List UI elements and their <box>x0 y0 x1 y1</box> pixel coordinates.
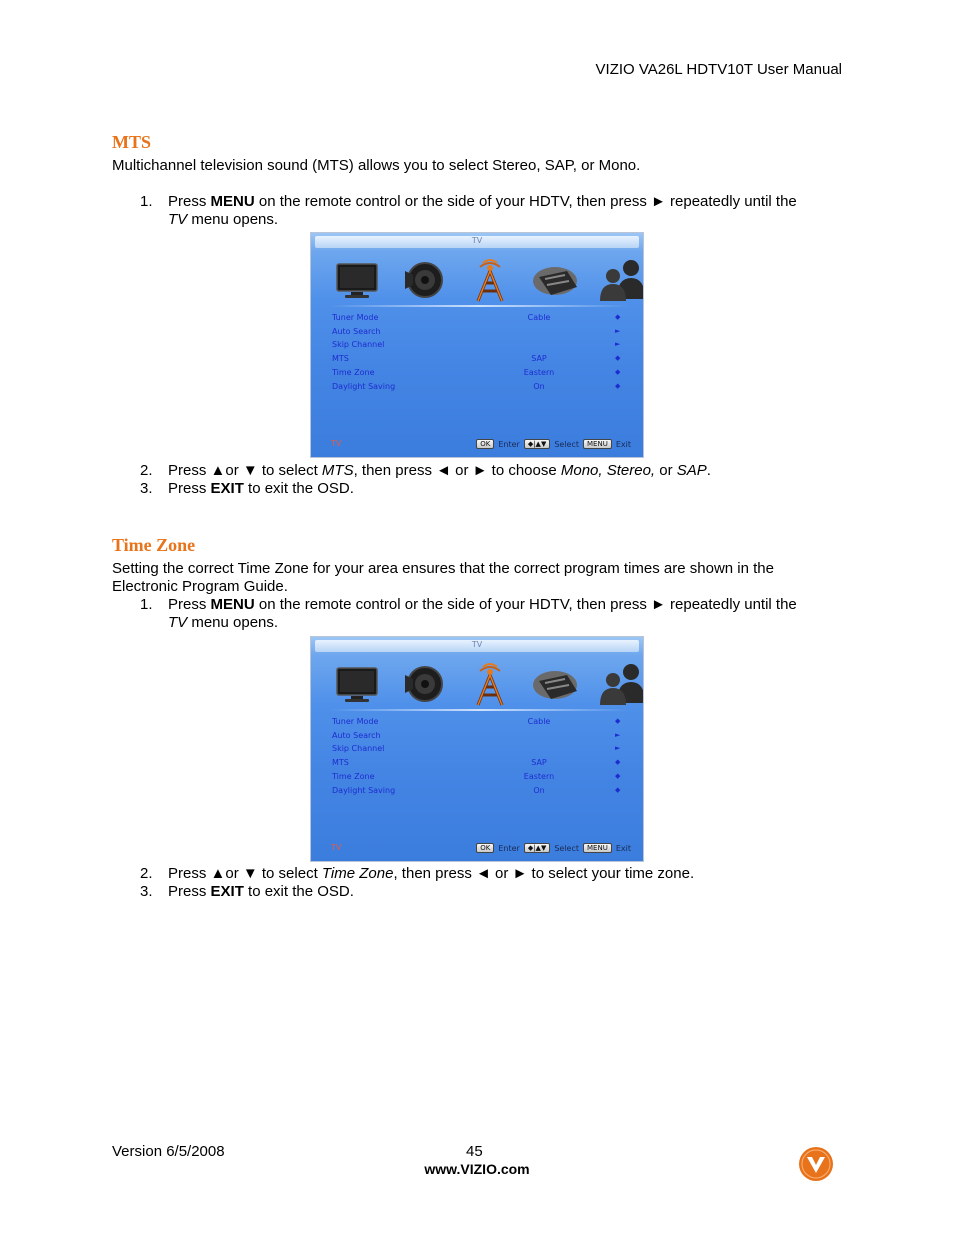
step-number: 3. <box>140 480 153 497</box>
tv-menu-screenshot <box>310 636 644 862</box>
osd-footer-hints <box>476 439 631 449</box>
osd-row-tuner-mode[interactable] <box>311 717 643 731</box>
step-bold: EXIT <box>210 480 244 497</box>
osd-row-label: Time Zone <box>332 772 375 781</box>
enter-hint: Enter <box>498 439 520 449</box>
parental-users-icon <box>595 257 644 303</box>
osd-divider <box>329 305 629 307</box>
osd-row-label: MTS <box>332 354 349 363</box>
osd-row-time-zone[interactable] <box>311 772 643 786</box>
picture-tv-icon <box>331 257 385 303</box>
osd-row-skip-channel[interactable] <box>311 340 643 354</box>
step-text: Press ▲or ▼ to select <box>168 462 322 479</box>
step-text: , then press ◄ or ► to choose <box>353 462 561 479</box>
step-text: on the remote control or the side of your HDTV, then press ► repeatedly until the <box>254 596 797 613</box>
step-bold: MENU <box>210 193 255 210</box>
osd-row-value: On <box>533 786 545 795</box>
step-text: to exit the OSD. <box>243 480 354 497</box>
select-key-icon: ◆|▲▼ <box>524 843 551 853</box>
right-arrow-icon: ► <box>615 744 621 752</box>
right-arrow-icon: ► <box>615 340 621 348</box>
step-bold: EXIT <box>210 883 244 900</box>
step-number: 2. <box>140 865 153 882</box>
website-link[interactable]: www.VIZIO.com <box>424 1161 530 1177</box>
osd-row-label: Daylight Saving <box>332 382 396 391</box>
osd-footer-hints <box>476 843 631 853</box>
enter-hint: Enter <box>498 843 520 853</box>
left-right-arrow-icon: ◆ <box>615 368 621 376</box>
picture-tv-icon <box>331 661 385 707</box>
left-right-arrow-icon: ◆ <box>615 758 621 766</box>
osd-row-label: Daylight Saving <box>332 786 396 795</box>
right-arrow-icon: ► <box>615 731 621 739</box>
osd-row-value: Eastern <box>523 368 555 377</box>
left-right-arrow-icon: ◆ <box>615 717 621 725</box>
osd-icon-row <box>331 661 631 707</box>
audio-speaker-icon <box>397 257 451 303</box>
step-text: to exit the OSD. <box>243 883 354 900</box>
right-arrow-icon: ► <box>615 327 621 335</box>
osd-row-value: On <box>533 382 545 391</box>
section-heading-time-zone: Time Zone <box>112 535 196 555</box>
manual-title: VIZIO VA26L HDTV10T User Manual <box>595 61 842 78</box>
osd-title: TV <box>471 640 483 649</box>
vizio-logo-icon <box>798 1146 834 1182</box>
mts-step-3 <box>140 480 840 498</box>
step-italic: TV <box>168 211 188 228</box>
ok-key-icon: OK <box>476 843 494 853</box>
step-text: . <box>706 462 711 479</box>
step-bold: MENU <box>210 596 255 613</box>
step-text: menu opens. <box>187 211 279 228</box>
osd-row-tuner-mode[interactable] <box>311 313 643 327</box>
section-heading-mts: MTS <box>112 132 152 152</box>
step-italic: Mono, Stereo, <box>560 462 656 479</box>
tv-antenna-icon <box>463 661 517 707</box>
osd-row-daylight-saving[interactable] <box>311 382 643 396</box>
mts-step-2 <box>140 462 840 480</box>
left-right-arrow-icon: ◆ <box>615 772 621 780</box>
step-text: Press <box>168 883 211 900</box>
left-right-arrow-icon: ◆ <box>615 354 621 362</box>
osd-bottom-label: TV <box>331 843 342 852</box>
osd-row-value: SAP <box>531 758 547 767</box>
osd-row-daylight-saving[interactable] <box>311 786 643 800</box>
osd-row-mts[interactable] <box>311 354 643 368</box>
osd-row-value: Cable <box>527 717 551 726</box>
osd-row-skip-channel[interactable] <box>311 744 643 758</box>
step-text: Press ▲or ▼ to select <box>168 865 322 882</box>
osd-row-label: MTS <box>332 758 349 767</box>
osd-title: TV <box>471 236 483 245</box>
osd-bottom-label: TV <box>331 439 342 448</box>
step-italic: TV <box>168 614 188 631</box>
step-text: , then press ◄ or ► to select your time zone. <box>393 865 695 882</box>
exit-hint: Exit <box>615 439 631 449</box>
osd-row-value: SAP <box>531 354 547 363</box>
osd-row-label: Auto Search <box>332 731 381 740</box>
timezone-step-1 <box>140 596 840 632</box>
step-number: 3. <box>140 883 153 900</box>
osd-row-label: Tuner Mode <box>332 313 379 322</box>
step-text: Press <box>168 480 211 497</box>
step-text: menu opens. <box>187 614 279 631</box>
left-right-arrow-icon: ◆ <box>615 786 621 794</box>
osd-row-value: Cable <box>527 313 551 322</box>
menu-key-icon: MENU <box>583 843 612 853</box>
parental-users-icon <box>595 661 644 707</box>
exit-hint: Exit <box>615 843 631 853</box>
timezone-intro: Setting the correct Time Zone for your area ensures that the correct program times are shown in the Electronic Program Guide. <box>112 560 774 595</box>
osd-divider <box>329 709 629 711</box>
step-number: 1. <box>140 193 153 210</box>
osd-row-label: Skip Channel <box>332 340 385 349</box>
step-italic: MTS <box>321 462 354 479</box>
step-number: 2. <box>140 462 153 479</box>
setup-tools-icon <box>529 257 583 303</box>
osd-row-label: Auto Search <box>332 327 381 336</box>
osd-row-label: Tuner Mode <box>332 717 379 726</box>
version-text: Version 6/5/2008 <box>112 1143 225 1160</box>
step-text: Press <box>168 193 211 210</box>
osd-icon-row <box>331 257 631 303</box>
osd-row-label: Skip Channel <box>332 744 385 753</box>
timezone-step-3 <box>140 883 840 901</box>
select-key-icon: ◆|▲▼ <box>524 439 551 449</box>
menu-key-icon: MENU <box>583 439 612 449</box>
tv-menu-screenshot <box>310 232 644 458</box>
ok-key-icon: OK <box>476 439 494 449</box>
timezone-step-2 <box>140 865 840 883</box>
select-hint: Select <box>554 439 580 449</box>
page-number: 45 <box>466 1143 483 1160</box>
step-number: 1. <box>140 596 153 613</box>
osd-row-value: Eastern <box>523 772 555 781</box>
select-hint: Select <box>554 843 580 853</box>
audio-speaker-icon <box>397 661 451 707</box>
step-text: or <box>655 462 677 479</box>
mts-step-1 <box>140 193 840 229</box>
osd-row-label: Time Zone <box>332 368 375 377</box>
step-italic: SAP <box>676 462 707 479</box>
tv-antenna-icon <box>463 257 517 303</box>
left-right-arrow-icon: ◆ <box>615 313 621 321</box>
setup-tools-icon <box>529 661 583 707</box>
step-text: Press <box>168 596 211 613</box>
osd-row-auto-search[interactable] <box>311 327 643 341</box>
step-italic: Time Zone <box>321 865 394 882</box>
left-right-arrow-icon: ◆ <box>615 382 621 390</box>
step-text: on the remote control or the side of your HDTV, then press ► repeatedly until the <box>254 193 797 210</box>
mts-intro: Multichannel television sound (MTS) allows you to select Stereo, SAP, or Mono. <box>112 157 641 174</box>
osd-row-mts[interactable] <box>311 758 643 772</box>
osd-row-auto-search[interactable] <box>311 731 643 745</box>
osd-row-time-zone[interactable] <box>311 368 643 382</box>
